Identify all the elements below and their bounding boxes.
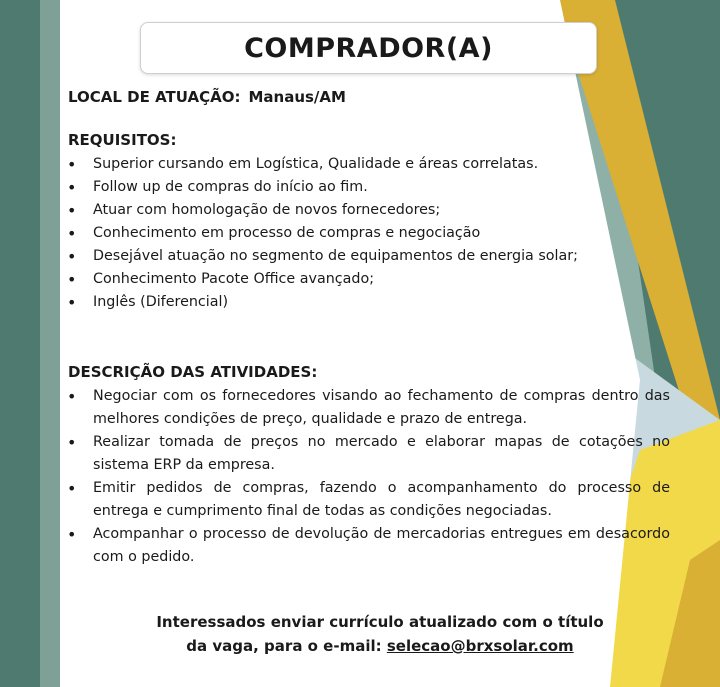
requirement-item: • Conhecimento em processo de compras e negociação [66, 222, 646, 245]
requirement-item: • Conhecimento Pacote Office avançado; [66, 268, 646, 291]
contact-line-1: Interessados enviar currículo atualizado com o título [156, 613, 604, 631]
requirement-item: • Atuar com homologação de novos fornecedores; [66, 199, 646, 222]
requirement-item: • Follow up de compras do início ao fim. [66, 176, 646, 199]
requirements-heading: REQUISITOS: [68, 131, 177, 149]
contact-block [120, 610, 640, 658]
activity-item: • Realizar tomada de preços no mercado e elaborar mapas de cotações no sistema ERP da empresa. [66, 431, 670, 477]
requirement-item: • Desejável atuação no segmento de equipamentos de energia solar; [66, 245, 646, 268]
contact-line-2-prefix: da vaga, para o e-mail: [186, 637, 382, 655]
contact-line-2 [120, 634, 640, 658]
activity-item: • Negociar com os fornecedores visando ao fechamento de compras dentro das melhores condições de preço, qualidade e prazo de entrega. [66, 385, 670, 431]
requirement-item: • Inglês (Diferencial) [66, 291, 646, 314]
job-title: COMPRADOR(A) [244, 32, 493, 64]
location-line [68, 88, 346, 106]
activity-item: • Acompanhar o processo de devolução de mercadorias entregues em desacordo com o pedido. [66, 523, 670, 569]
activity-item: • Emitir pedidos de compras, fazendo o acompanhamento do processo de entrega e cumprimento final de todas as condições negociadas. [66, 477, 670, 523]
requirements-list [66, 153, 646, 314]
activities-list [66, 385, 670, 569]
location-label: LOCAL DE ATUAÇÃO: [68, 88, 241, 106]
location-value: Manaus/AM [248, 88, 346, 106]
activities-heading: DESCRIÇÃO DAS ATIVIDADES: [68, 363, 318, 381]
email-link[interactable]: selecao@brxsolar.com [386, 637, 574, 655]
title-box [140, 22, 597, 74]
requirement-item: • Superior cursando em Logística, Qualidade e áreas correlatas. [66, 153, 646, 176]
